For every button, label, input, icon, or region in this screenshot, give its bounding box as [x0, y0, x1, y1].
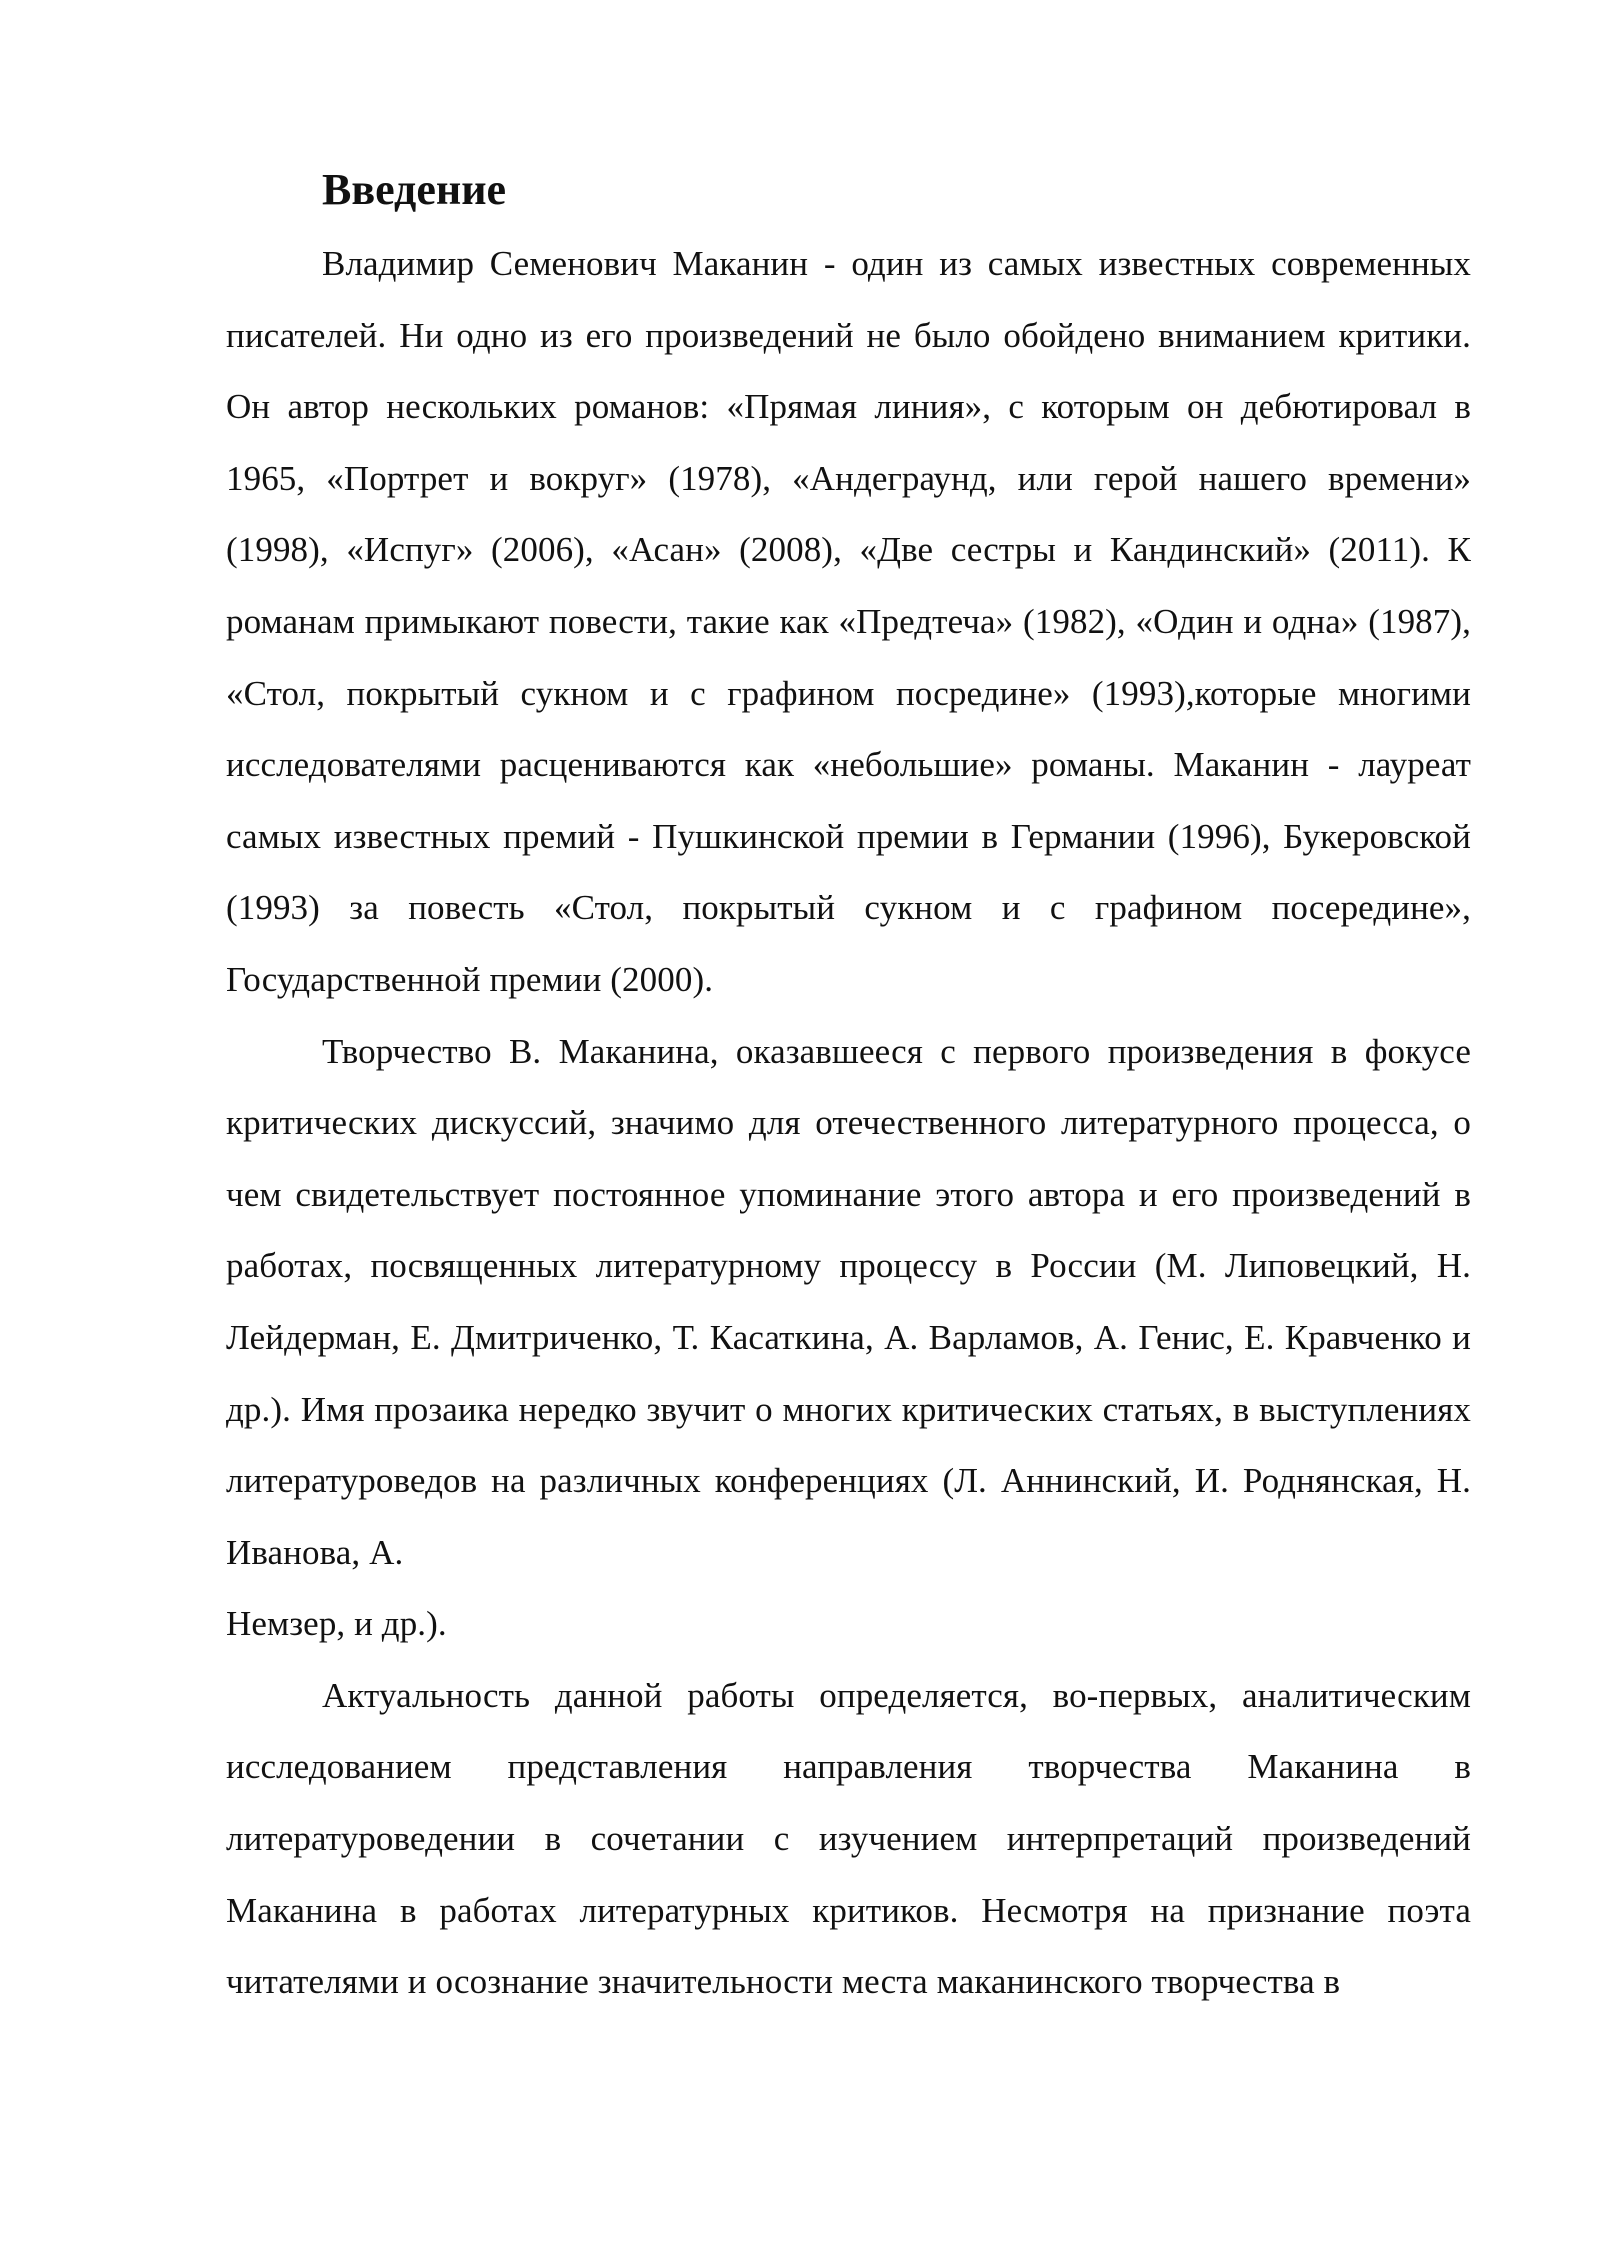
paragraph-creativity: Творчество В. Маканина, оказавшееся с первого произведения в фокусе критических дискуссий, значимо для отечественного литературного процесса, о чем свидетельствует постоянное упоминание этого автора и его произведений в работах, посвященных литературному процессу в России (М. Липовецкий, Н. Лейдерман, Е. Дмитриченко, Т. Касаткина, А. Варламов, А. Генис, Е. Кравченко и др.). Имя прозаика нередко звучит о многих критических статьях, в выступлениях литературоведов на различных конференциях (Л. Аннинский, И. Роднянская, Н. Иванова, А.	[226, 1031, 1471, 1572]
section-heading: Введение	[322, 165, 507, 214]
paragraph-relevance: Актуальность данной работы определяется, во-первых, аналитическим исследованием представления направления творчества Маканина в литературоведении в сочетании с изучением интерпретаций произведений Маканина в работах литературных критиков. Несмотря на признание поэта читателями и осознание значительности места маканинского творчества в	[226, 1675, 1471, 2002]
paragraph-continuation: Немзер, и др.).	[226, 1604, 447, 1644]
paragraph-intro: Владимир Семенович Маканин - один из самых известных современных писателей. Ни одно из его произведений не было обойдено вниманием критики. Он автор нескольких романов: «Прямая линия», с которым он дебютировал в 1965, «Портрет и вокруг» (1978), «Андеграунд, или герой нашего времени» (1998), «Испуг» (2006), «Асан» (2008), «Две сестры и Кандинский» (2011). К романам примыкают повести, такие как «Предтеча» (1982), «Один и одна» (1987), «Стол, покрытый сукном и с графином посредине» (1993),которые многими исследователями расцениваются как «небольшие» романы. Маканин - лауреат самых известных премий - Пушкинской премии в Германии (1996), Букеровской (1993) за повесть «Стол, покрытый сукном и с графином посередине», Государственной премии (2000).	[226, 244, 1471, 999]
document-body	[226, 160, 1471, 2018]
